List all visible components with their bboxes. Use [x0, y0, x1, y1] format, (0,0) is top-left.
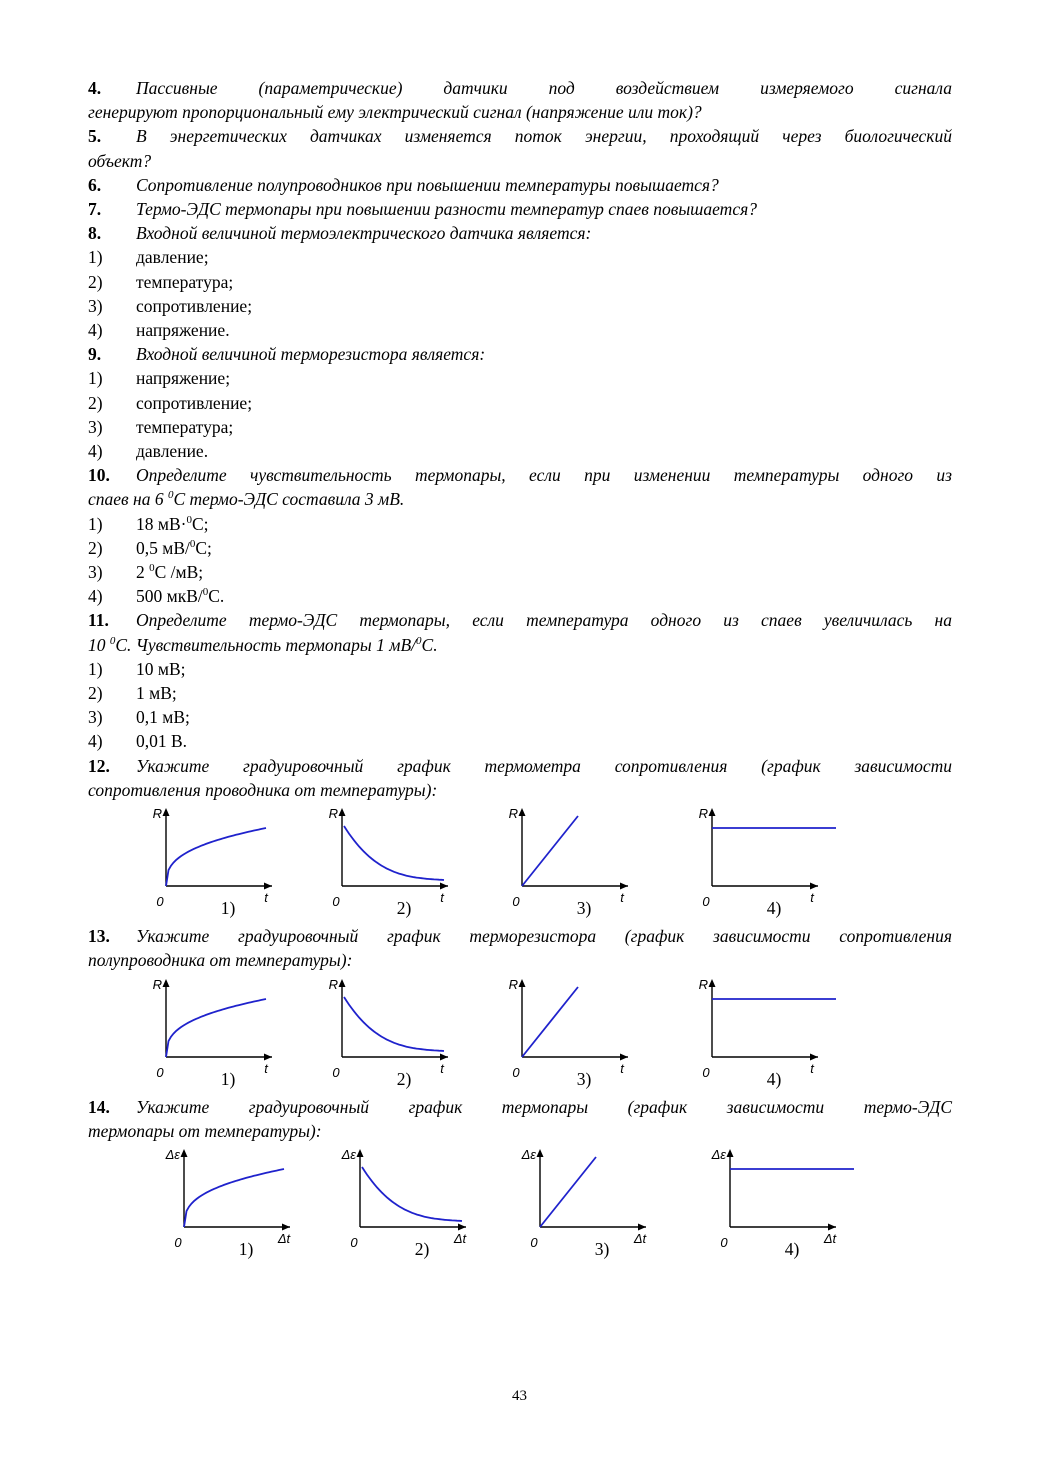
question-12-continuation: сопротивления проводника от температуры): — [88, 779, 438, 800]
origin-label: 0 — [530, 1234, 538, 1250]
y-axis-label: Δε — [165, 1146, 180, 1162]
degree-sup: 0 — [202, 586, 209, 599]
question-7 — [88, 197, 952, 221]
answer-number: 2) — [88, 537, 103, 558]
graph-caption: 1) — [220, 898, 236, 919]
x-axis-arrow — [282, 1223, 290, 1230]
answer-number: 3) — [88, 416, 103, 437]
y-axis-label: R — [152, 806, 162, 822]
question-number: 4. — [88, 78, 102, 98]
answer-number: 1) — [88, 513, 103, 534]
graph-svg — [158, 1143, 298, 1261]
question-number: 9. — [88, 344, 102, 365]
x-axis-arrow — [620, 883, 628, 890]
degree-sup: 0 — [109, 634, 116, 647]
y-axis-arrow — [709, 808, 716, 816]
graph-svg — [704, 1143, 844, 1261]
graph-caption: 2) — [396, 1068, 412, 1089]
graph-caption: 2) — [414, 1238, 430, 1259]
curve-hyperbolic-decay — [344, 826, 444, 880]
answer-option — [88, 270, 952, 294]
y-axis-arrow — [163, 808, 170, 816]
y-axis-label: R — [328, 806, 338, 822]
x-axis-label: t — [440, 1060, 444, 1076]
y-axis-arrow — [339, 979, 346, 987]
graph-svg — [496, 973, 636, 1091]
x-axis-arrow — [440, 883, 448, 890]
answer-option — [88, 512, 952, 536]
origin-label: 0 — [174, 1234, 182, 1250]
answer-number: 2) — [88, 683, 103, 704]
graph-svg — [316, 802, 456, 920]
answer-number: 4) — [88, 731, 103, 752]
question-text: Входной величиной терморезистора является: — [136, 344, 486, 365]
question-5-continuation: объект? — [88, 150, 152, 171]
answer-option — [88, 729, 952, 753]
text-part: 10 — [88, 634, 110, 655]
question-13 — [88, 924, 952, 948]
calibration-graph-2 — [334, 1143, 474, 1261]
origin-label: 0 — [720, 1234, 728, 1250]
graph-row-q13 — [88, 973, 952, 1095]
answer-number: 2) — [88, 271, 103, 292]
question-text: Термо-ЭДС термопары при повышении разности температур спаев повышается? — [136, 199, 757, 220]
x-axis-label: Δt — [633, 1230, 647, 1246]
origin-label: 0 — [156, 894, 164, 910]
answer-text: 10 мВ; — [136, 658, 186, 679]
y-axis-arrow — [163, 979, 170, 987]
x-axis-arrow — [458, 1223, 466, 1230]
answer-number: 4) — [88, 441, 103, 462]
answer-option — [88, 294, 952, 318]
graph-svg — [514, 1143, 654, 1261]
degree-sup: 0 — [189, 537, 196, 550]
question-number: 6. — [88, 174, 102, 195]
y-axis-arrow — [727, 1149, 734, 1157]
calibration-graph-4 — [686, 802, 826, 920]
question-number: 12. — [88, 755, 110, 776]
answer-text: температура; — [136, 416, 234, 437]
graph-caption: 3) — [576, 898, 592, 919]
answer-option — [88, 439, 952, 463]
question-6 — [88, 173, 952, 197]
curve-linear-rise — [522, 987, 578, 1057]
question-text: В энергетических датчиках изменяется поток энергии, проходящий через биологический — [136, 126, 952, 147]
y-axis-arrow — [519, 808, 526, 816]
graph-svg — [140, 802, 280, 920]
answer-option — [88, 584, 952, 608]
question-number: 7. — [88, 199, 102, 220]
y-axis-label: Δε — [521, 1146, 536, 1162]
question-text: Определите термо-ЭДС термопары, если температура одного из спаев увеличилась на — [136, 610, 952, 631]
answer-number: 3) — [88, 295, 103, 316]
answer-text: температура; — [136, 271, 234, 292]
origin-label: 0 — [350, 1234, 358, 1250]
origin-label: 0 — [702, 1064, 710, 1080]
answer-number: 1) — [88, 368, 103, 389]
answer-text: сопротивление; — [136, 295, 253, 316]
answer-option — [88, 415, 952, 439]
answer-number: 1) — [88, 658, 103, 679]
curve-log-rise — [166, 828, 266, 886]
x-axis-label: t — [620, 1060, 624, 1076]
y-axis-label: R — [152, 976, 162, 992]
text-part: С. — [421, 634, 438, 655]
y-axis-label: Δε — [341, 1146, 356, 1162]
answer-option — [88, 657, 952, 681]
y-axis-label: R — [698, 806, 708, 822]
calibration-graph-2 — [316, 973, 456, 1091]
question-text: Входной величиной термоэлектрического датчика является: — [136, 223, 592, 244]
x-axis-arrow — [264, 1053, 272, 1060]
graph-svg — [686, 802, 826, 920]
answer-text: С; — [191, 513, 209, 534]
answer-number: 2) — [88, 392, 103, 413]
origin-label: 0 — [512, 894, 520, 910]
y-axis-label: R — [328, 976, 338, 992]
answer-option — [88, 681, 952, 705]
x-axis-arrow — [638, 1223, 646, 1230]
question-14 — [88, 1095, 952, 1119]
question-10 — [88, 463, 952, 487]
origin-label: 0 — [512, 1064, 520, 1080]
y-axis-label: Δε — [711, 1146, 726, 1162]
question-number: 10. — [88, 465, 110, 486]
calibration-graph-1 — [140, 973, 280, 1091]
origin-label: 0 — [332, 1064, 340, 1080]
answer-text: 500 мкВ/ — [136, 586, 203, 607]
x-axis-label: t — [440, 890, 444, 906]
calibration-graph-3 — [496, 973, 636, 1091]
graph-caption: 4) — [766, 1068, 782, 1089]
answer-text: С; — [195, 537, 212, 558]
answer-option — [88, 705, 952, 729]
answer-number: 4) — [88, 586, 103, 607]
graph-row-q14 — [88, 1143, 952, 1271]
question-text: Определите чувствительность термопары, если при изменении температуры одного из — [136, 465, 952, 486]
calibration-graph-3 — [496, 802, 636, 920]
answer-text: напряжение; — [136, 368, 231, 389]
x-axis-arrow — [828, 1223, 836, 1230]
question-5 — [88, 124, 952, 148]
calibration-graph-2 — [316, 802, 456, 920]
answer-text: С. — [208, 586, 225, 607]
question-4-continuation: генерируют пропорциональный ему электрический сигнал (напряжение или ток)? — [88, 102, 702, 123]
y-axis-arrow — [709, 979, 716, 987]
graph-caption: 4) — [784, 1238, 800, 1259]
y-axis-label: R — [698, 976, 708, 992]
answer-text: С /мВ; — [154, 562, 204, 583]
graph-caption: 1) — [220, 1068, 236, 1089]
text-part: С. Чувствительность термопары 1 мВ/ — [115, 634, 417, 655]
calibration-graph-1 — [140, 802, 280, 920]
answer-option — [88, 560, 952, 584]
x-axis-label: t — [810, 890, 814, 906]
answer-number: 3) — [88, 562, 103, 583]
question-11 — [88, 608, 952, 632]
question-text: Укажите градуировочный график терморезистора (график зависимости сопротивления — [136, 926, 952, 947]
question-8 — [88, 221, 952, 245]
question-text: Пассивные (параметрические) датчики под воздействием измеряемого сигнала — [136, 78, 952, 98]
text-part: спаев на 6 — [88, 489, 168, 510]
graph-svg — [140, 973, 280, 1091]
question-9 — [88, 342, 952, 366]
answer-text: 18 мВ· — [136, 513, 187, 534]
degree-sup: 0 — [186, 513, 192, 526]
answer-option — [88, 536, 952, 560]
curve-hyperbolic-decay — [344, 997, 444, 1051]
graph-svg — [686, 973, 826, 1091]
question-number: 8. — [88, 223, 102, 244]
x-axis-label: t — [810, 1060, 814, 1076]
y-axis-arrow — [181, 1149, 188, 1157]
y-axis-label: R — [508, 806, 518, 822]
question-text: Сопротивление полупроводников при повышении температуры повышается? — [136, 174, 719, 195]
x-axis-arrow — [810, 883, 818, 890]
x-axis-label: Δt — [277, 1230, 291, 1246]
graph-caption: 2) — [396, 898, 412, 919]
origin-label: 0 — [702, 894, 710, 910]
answer-text: 1 мВ; — [136, 683, 177, 704]
graph-caption: 1) — [238, 1238, 254, 1259]
curve-log-rise — [166, 999, 266, 1057]
y-axis-arrow — [339, 808, 346, 816]
question-number: 14. — [88, 1096, 110, 1117]
x-axis-label: Δt — [823, 1230, 837, 1246]
question-4 — [88, 76, 952, 100]
answer-text: давление. — [136, 441, 209, 462]
answer-text: напряжение. — [136, 320, 230, 341]
degree-sup: 0 — [167, 489, 174, 502]
answer-number: 4) — [88, 320, 103, 341]
calibration-graph-4 — [686, 973, 826, 1091]
x-axis-arrow — [810, 1053, 818, 1060]
question-number: 5. — [88, 126, 102, 147]
answer-text: 2 — [136, 562, 150, 583]
graph-svg — [316, 973, 456, 1091]
x-axis-label: Δt — [453, 1230, 467, 1246]
answer-option — [88, 245, 952, 269]
x-axis-label: t — [264, 890, 268, 906]
question-10-continuation — [88, 487, 952, 511]
curve-log-rise — [184, 1169, 284, 1227]
graph-svg — [334, 1143, 474, 1261]
origin-label: 0 — [156, 1064, 164, 1080]
calibration-graph-1 — [158, 1143, 298, 1261]
degree-sup: 0 — [416, 634, 422, 647]
answer-text: 0,01 В. — [136, 731, 188, 752]
x-axis-arrow — [620, 1053, 628, 1060]
curve-linear-rise — [540, 1157, 596, 1227]
graph-svg — [496, 802, 636, 920]
answer-text: 0,5 мВ/ — [136, 537, 190, 558]
question-number: 11. — [88, 610, 109, 631]
curve-linear-rise — [522, 816, 578, 886]
y-axis-arrow — [357, 1149, 364, 1157]
answer-text: давление; — [136, 247, 209, 268]
answer-text: 0,1 мВ; — [136, 707, 190, 728]
answer-number: 3) — [88, 707, 103, 728]
calibration-graph-3 — [514, 1143, 654, 1261]
question-text: Укажите градуировочный график термопары (график зависимости термо-ЭДС — [136, 1096, 952, 1117]
text-part: С термо-ЭДС составила 3 мВ. — [173, 489, 405, 510]
answer-option — [88, 366, 952, 390]
answer-option — [88, 391, 952, 415]
y-axis-arrow — [537, 1149, 544, 1157]
graph-caption: 4) — [766, 898, 782, 919]
question-11-continuation — [88, 633, 952, 657]
x-axis-label: t — [620, 890, 624, 906]
answer-number: 1) — [88, 247, 103, 268]
x-axis-arrow — [440, 1053, 448, 1060]
graph-row-q12 — [88, 802, 952, 924]
question-13-continuation: полупроводника от температуры): — [88, 950, 353, 971]
y-axis-label: R — [508, 976, 518, 992]
calibration-graph-4 — [704, 1143, 844, 1261]
question-text: Укажите градуировочный график термометра сопротивления (график зависимости — [136, 755, 952, 776]
question-number: 13. — [88, 926, 110, 947]
y-axis-arrow — [519, 979, 526, 987]
question-12 — [88, 754, 952, 778]
page-number: 43 — [512, 1388, 527, 1404]
answer-option — [88, 318, 952, 342]
degree-sup: 0 — [149, 562, 155, 575]
x-axis-arrow — [264, 883, 272, 890]
graph-caption: 3) — [594, 1238, 610, 1259]
x-axis-label: t — [264, 1060, 268, 1076]
document-page — [88, 76, 952, 1271]
graph-caption: 3) — [576, 1068, 592, 1089]
answer-text: сопротивление; — [136, 392, 253, 413]
question-14-continuation: термопары от температуры): — [88, 1120, 322, 1141]
origin-label: 0 — [332, 894, 340, 910]
curve-hyperbolic-decay — [362, 1167, 462, 1221]
